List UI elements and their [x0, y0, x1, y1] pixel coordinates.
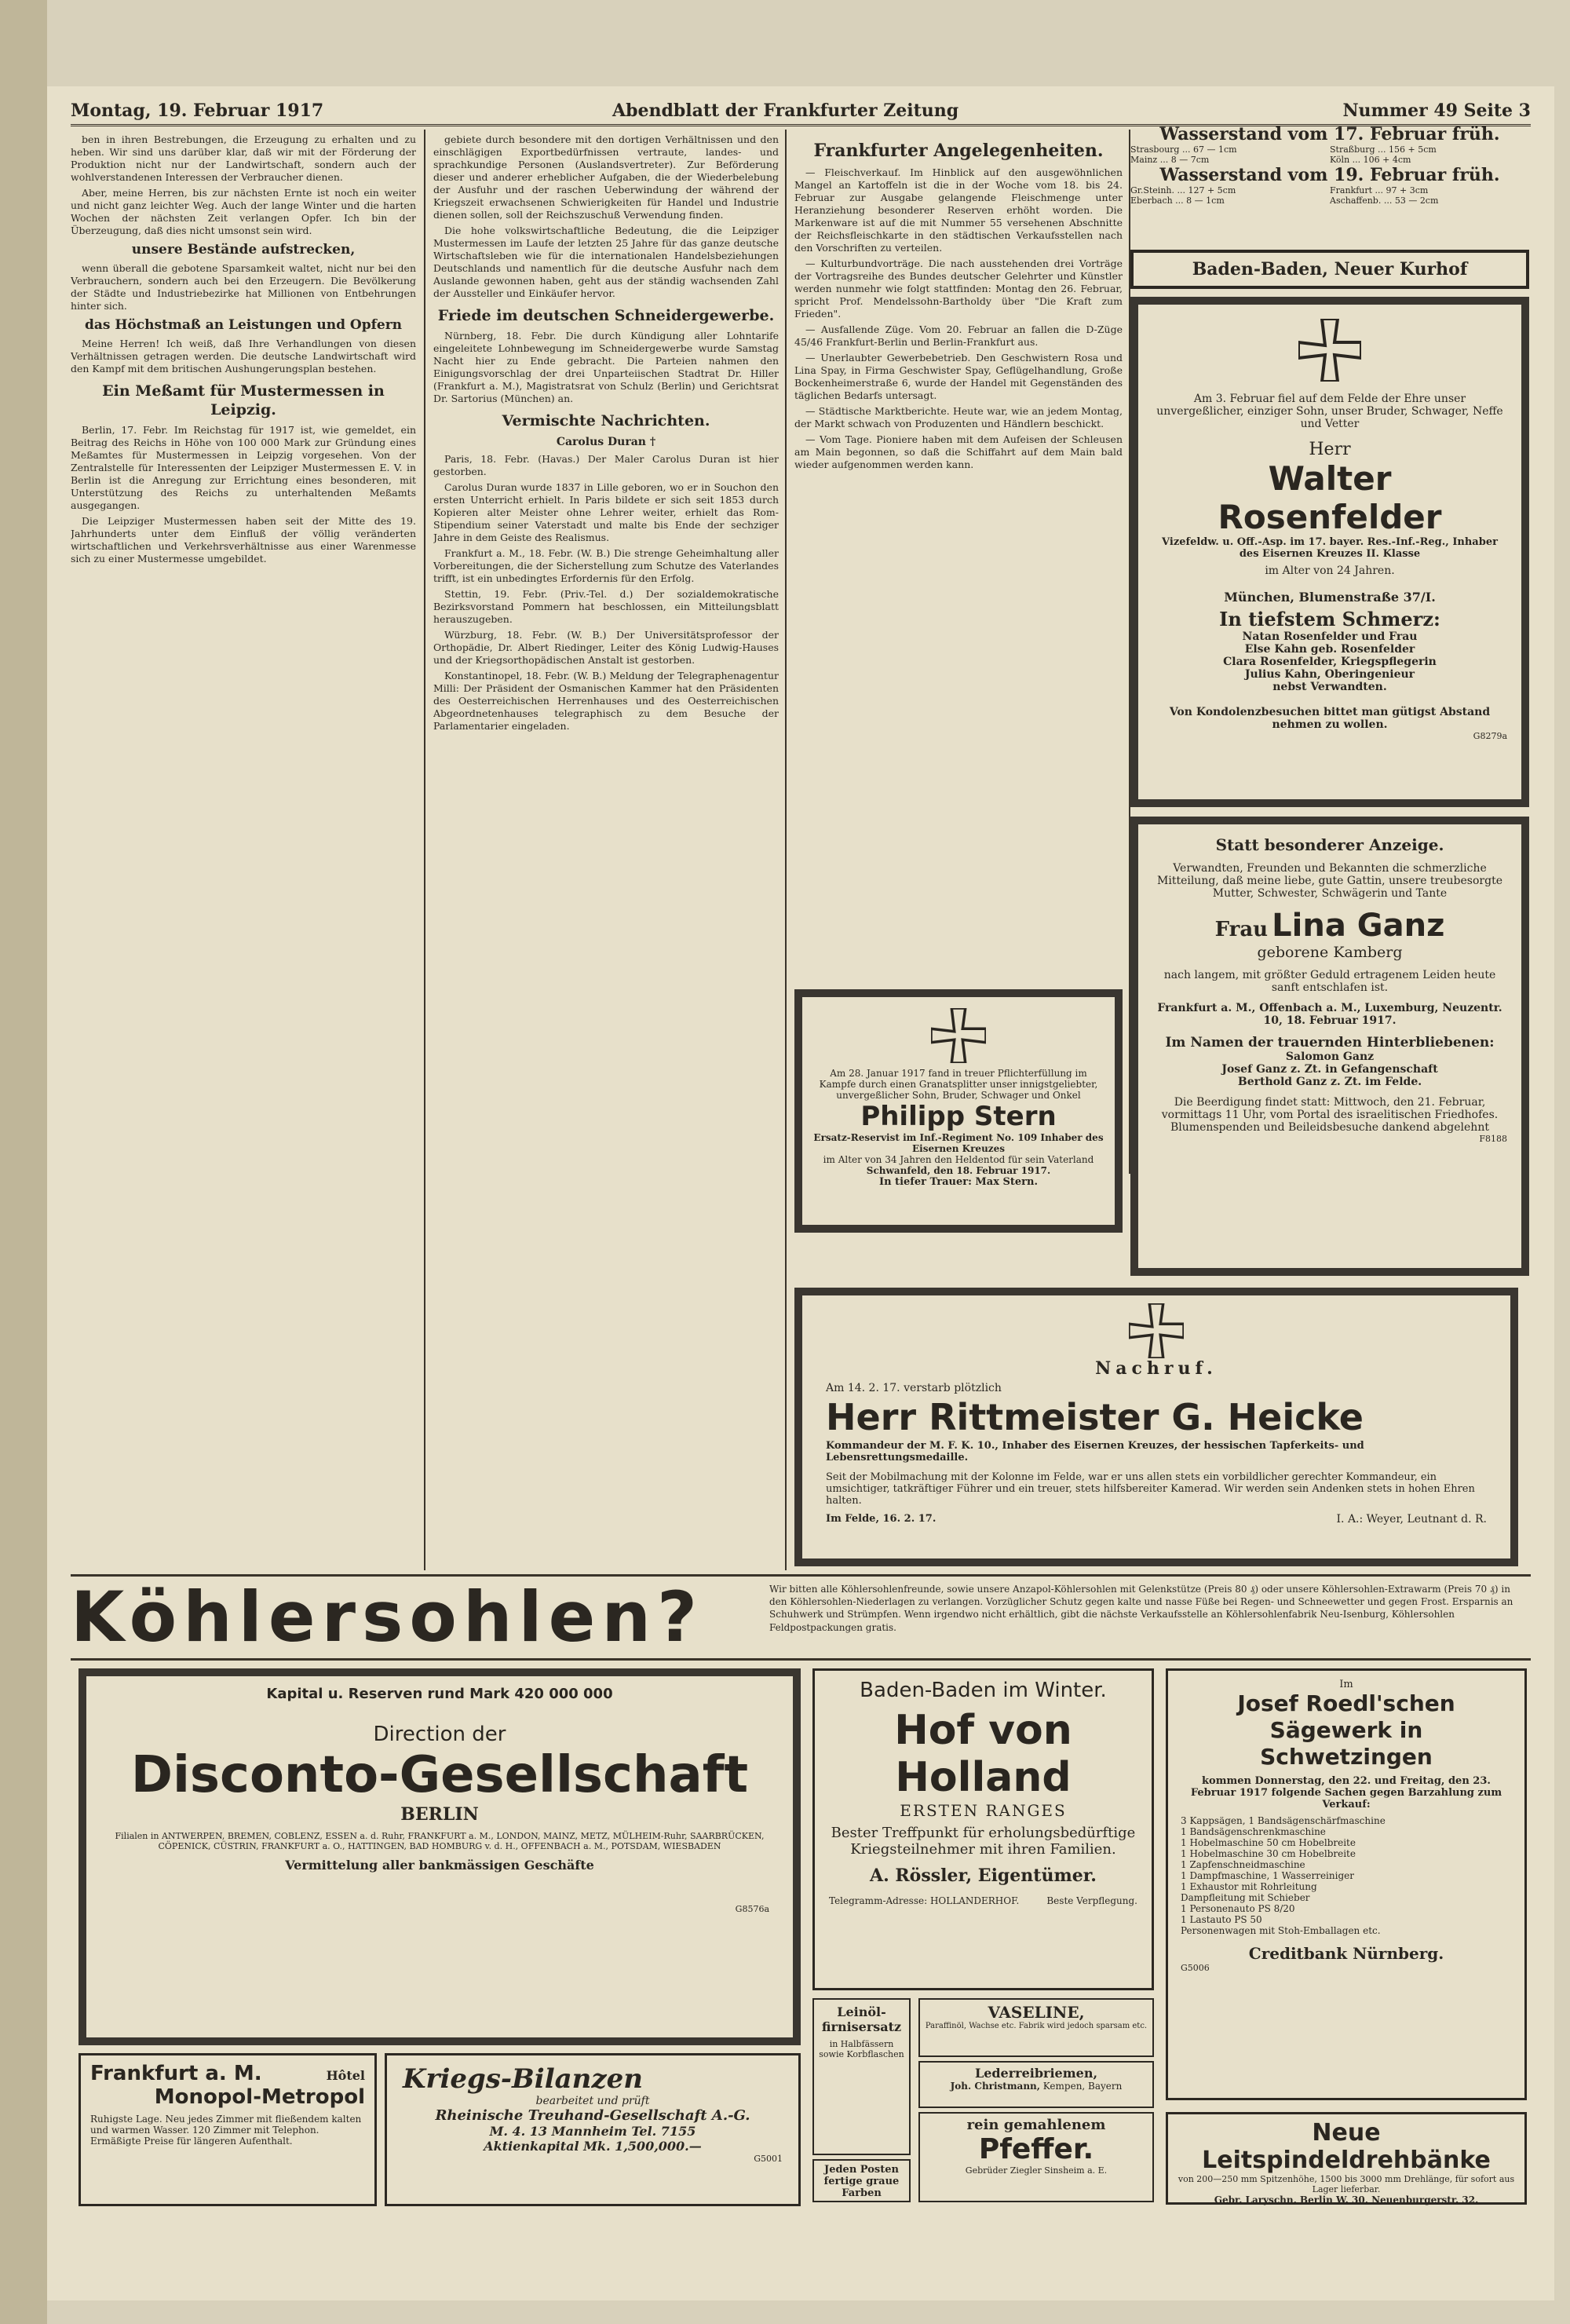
col3-para3: — Ausfallende Züge. Vom 20. Februar an fallen die D-Züge 45/46 Frankfurt-Berlin und Berlin-Frankfurt aus. [794, 323, 1123, 349]
water-rows-1 [1130, 144, 1529, 165]
graue-text: Jeden Posten fertige graue Farben [823, 2164, 900, 2199]
water-title-2: Wasserstand vom 19. Februar früh. [1159, 165, 1500, 185]
disconto-service: Vermittelung aller bankmässigen Geschäfte [285, 1858, 594, 1873]
leitspindel-ad [1166, 2112, 1527, 2205]
col3-section-title: Frankfurter Angelegenheiten. [813, 141, 1104, 161]
bilanzen-code: G5001 [754, 2154, 783, 2164]
rosenfelder-name: Walter Rosenfelder [1218, 459, 1442, 536]
col2-article-title: Friede im deutschen Schneidergewerbe. [437, 307, 775, 324]
lederriemen-title: Lederreibriemen, [974, 2066, 1098, 2081]
roedl-ad [1166, 1668, 1527, 2100]
vaseline-ad [918, 1998, 1154, 2057]
column-1 [71, 133, 416, 1570]
disconto-line1: Direction der [373, 1723, 506, 1746]
header-date: Montag, 19. Februar 1917 [71, 100, 324, 121]
kurhof-ad [1130, 250, 1529, 289]
roedl-code: G5006 [1181, 1963, 1210, 1973]
ganz-born: geborene Kamberg [1257, 944, 1403, 961]
ganz-family-3: Berthold Ganz z. Zt. im Felde. [1237, 1076, 1422, 1088]
bilanzen-capital: Aktienkapital Mk. 1,500,000.— [484, 2139, 702, 2154]
col2-para9: Konstantinopel, 18. Febr. (W. B.) Meldung der Telegraphenagentur Milli: Der Präsident der Osmanischen Kammer hat den Präsidenten des Oesterreichischen Herrenhauses und des Oesterreichischen Abgeordnetenhauses telegraphisch zu dem Besuche der Parlamentarier eingeladen. [433, 669, 779, 732]
metropol-hotel: Hôtel [326, 2068, 365, 2083]
col1-para4: Meine Herren! Ich weiß, daß Ihre Verhandlungen von diesen Verhältnissen getragen werden. Die deutsche Landwirtschaft wird den Kampf mit dem britischen Aushungerungsplan bestehen. [71, 337, 416, 375]
col1-article-para2: Die Leipziger Mustermessen haben seit der Mitte des 19. Jahrhunderts unter dem Einfluß der völlig veränderten wirtschaftlichen und Verkehrsverhältnisse aus einer Warenmesse sich zu einer Mustermesse umgebildet. [71, 515, 416, 565]
rosenfelder-family-4: Julius Kahn, Oberingenieur [1244, 668, 1415, 681]
column-3 [794, 133, 1123, 777]
water-row: Mainz ... 8 — 7cm [1130, 155, 1210, 165]
ganz-frau: Frau [1214, 918, 1269, 941]
holland-top: Baden-Baden im Winter. [860, 1679, 1107, 1702]
col1-article-para1: Berlin, 17. Febr. Im Reichstag für 1917 ist, wie gemeldet, ein Beitrag des Reichs in Höhe von 100 000 Mark zur Gründung eines Meßamtes für Mustermessen in Leipzig vorgesehen. Von der Zentralstelle für Interessenten der Leipziger Mustermessen E. V. in Berlin ist die Anregung zur Errichtung eines besonderen, mit Unterstützung des Reichs zu unterhaltenden Meßamts ausgegangen. [71, 424, 416, 512]
holland-owner: A. Rössler, Eigentümer. [870, 1865, 1097, 1886]
water-row: Frankfurt ... 97 + 3cm [1330, 185, 1429, 195]
bilanzen-ad [385, 2053, 801, 2206]
stern-obituary [794, 989, 1123, 1233]
roedl-bank: Creditbank Nürnberg. [1248, 1944, 1444, 1963]
col2-section-title: Vermischte Nachrichten. [502, 412, 710, 430]
stern-place: Schwanfeld, den 18. Februar 1917. [866, 1165, 1051, 1176]
water-levels [1130, 124, 1529, 242]
water-row: Köln ... 106 + 4cm [1330, 155, 1411, 165]
stern-grief: In tiefer Trauer: Max Stern. [879, 1176, 1038, 1188]
col2-para3: Nürnberg, 18. Febr. Die durch Kündigung aller Lohntarife eingeleitete Lohnbewegung im Schneidergewerbe wurde Samstag Nacht hier zu Ende gebracht. Die Parteien nahmen den Einigungsvorschlag der drei Unparteiischen Stadtrat Dr. Hiller (Frankfurt a. M.), Magistratsrat von Schulz (Berlin) und Gerichtsrat Dr. Sartorius (München) an. [433, 330, 779, 405]
col2-para6: Frankfurt a. M., 18. Febr. (W. B.) Die strenge Geheimhaltung aller Vorbereitungen, die der Sicherstellung zum Schutze des Vaterlandes trifft, ist ein unbedingtes Erfordernis für den Erfolg. [433, 546, 779, 584]
col3-para5: — Städtische Marktberichte. Heute war, wie an jedem Montag, der Markt schwach von Produzenten und Händlern beschickt. [794, 405, 1123, 430]
iron-cross-icon [1129, 1303, 1184, 1358]
leinoel-title: Leinöl-firnisersatz [821, 2004, 902, 2034]
rosenfelder-place: München, Blumenstraße 37/I. [1224, 590, 1436, 605]
rosenfelder-herr: Herr [1309, 440, 1351, 459]
roedl-item: 1 Hobelmaschine 50 cm Hobelbreite [1181, 1837, 1356, 1848]
heicke-name: Herr Rittmeister G. Heicke [826, 1396, 1364, 1438]
disconto-city: BERLIN [400, 1804, 479, 1825]
header-issue: Nummer 49 Seite 3 [1342, 100, 1531, 121]
col2-para2: Die hohe volkswirtschaftliche Bedeutung, die die Leipziger Mustermessen im Laufe der letzten 25 Jahre für das ganze deutsche Wirtschaftsleben wie für die internationalen Handelsbeziehungen Deutschlands und namentlich für die deutsche Ausfuhr nach dem Auslande gewonnen haben, geht aus der ständig wachsenden Zahl der Aussteller und Einkäufer hervor. [433, 225, 779, 299]
rosenfelder-note: Von Kondolenzbesuchen bittet man gütigst Abstand nehmen zu wollen. [1169, 706, 1491, 731]
roedl-item: Personenwagen mit Stoh-Emballagen etc. [1181, 1925, 1381, 1936]
ganz-funeral: Die Beerdigung findet statt: Mittwoch, den 21. Februar, vormittags 11 Uhr, vom Portal des israelitischen Friedhofes. Blumenspenden und Beileidsbesuche dankend abgelehnt [1161, 1096, 1499, 1134]
column-rule [424, 130, 425, 1570]
rosenfelder-code: G8279a [1473, 731, 1507, 741]
ganz-head: Statt besonderer Anzeige. [1215, 835, 1444, 854]
rosenfelder-family-3: Clara Rosenfelder, Kriegspflegerin [1223, 656, 1437, 668]
roedl-item: 1 Bandsägenschrenkmaschine [1181, 1826, 1326, 1837]
col3-para4: — Unerlaubter Gewerbebetrieb. Den Geschwistern Rosa und Lina Spay, in Firma Geschwister Spay, Geflügelhandlung, Große Bockenheimerstraße 6, wurde der Handel mit Gegenständen des täglichen Bedarfs untersagt. [794, 352, 1123, 402]
pfeffer-title: Pfeffer. [978, 2133, 1094, 2165]
column-rule [785, 130, 787, 1570]
ganz-obituary [1130, 817, 1529, 1276]
holland-ad [812, 1668, 1154, 1990]
ganz-place: Frankfurt a. M., Offenbach a. M., Luxemburg, Neuzentr. 10, 18. Februar 1917. [1157, 1002, 1502, 1027]
water-row: Eberbach ... 8 — 1cm [1130, 195, 1225, 206]
heicke-rank: Kommandeur der M. F. K. 10., Inhaber des Eisernen Kreuzes, der hessischen Tapferkeits- und Lebensrettungsmedaille. [826, 1440, 1364, 1463]
lederriemen-place: Kempen, Bayern [1042, 2081, 1123, 2092]
bilanzen-city: M. 4. 13 Mannheim Tel. 7155 [489, 2124, 696, 2139]
holland-desc: Bester Treffpunkt für erholungsbedürftige Kriegsteilnehmer mit ihren Familien. [831, 1825, 1136, 1858]
heicke-sign: I. A.: Weyer, Leutnant d. R. [1336, 1513, 1487, 1526]
stern-name: Philipp Stern [860, 1101, 1057, 1132]
ganz-line1: Verwandten, Freunden und Bekannten die schmerzliche Mitteilung, daß meine liebe, gute Gattin, unsere treubesorgte Mutter, Schwester, Schwägerin und Tante [1157, 862, 1502, 900]
disconto-capital: Kapital u. Reserven rund Mark 420 000 000 [266, 1686, 613, 1702]
section-rule [71, 1658, 1531, 1661]
ganz-grief: Im Namen der trauernden Hinterbliebenen: [1165, 1035, 1495, 1051]
heicke-head: Nachruf. [1095, 1358, 1218, 1379]
col1-article-title: Ein Meßamt für Mustermessen in Leipzig. [102, 382, 385, 418]
column-2 [433, 133, 779, 1570]
roedl-text: kommen Donnerstag, den 22. und Freitag, den 23. Februar 1917 folgende Sachen gegen Barzahlung zum Verkauf: [1190, 1775, 1502, 1811]
holland-tel: Telegramm-Adresse: HOLLANDERHOF. [829, 1895, 1020, 1906]
col2-para7: Stettin, 19. Febr. (Priv.-Tel. d.) Der sozialdemokratische Bezirksvorstand Pommern hat beschlossen, ein Mitteilungsblatt herauszugeben. [433, 587, 779, 625]
disconto-name: Disconto-Gesellschaft [130, 1746, 749, 1804]
col1-para3: wenn überall die gebotene Sparsamkeit waltet, nicht nur bei den Verbrauchern, sondern auch bei den Erzeugern. Die Bevölkerung der Städte und Industriebezirke hat Millionen von Entbehrungen hinter sich. [71, 261, 416, 312]
stern-rank: Ersatz-Reservist im Inf.-Regiment No. 109 Inhaber des Eisernen Kreuzes [813, 1132, 1104, 1154]
binding-edge [0, 0, 47, 2324]
page-header [71, 100, 1531, 126]
pfeffer-text: rein gemahlenem [966, 2117, 1106, 2133]
holland-pension: Beste Verpflegung. [1046, 1895, 1137, 1906]
col2-para8: Würzburg, 18. Febr. (W. B.) Der Universitätsprofessor der Orthopädie, Dr. Albert Riedinger, Leiter des König Ludwig-Hauses und der Kriegsorthopädischen Anstalt ist gestorben. [433, 628, 779, 666]
disconto-branches: Filialen in ANTWERPEN, BREMEN, COBLENZ, ESSEN a. d. Ruhr, FRANKFURT a. M., LONDON, MAINZ, METZ, MÜLHEIM-Ruhr, SAARBRÜCKEN, CÖPENICK, CÜSTRIN, FRANKFURT a. O., HATTINGEN, BAD HOMBURG v. d. H., OFFENBACH a. M., POTSDAM, WIESBADEN [115, 1831, 765, 1851]
holland-rank: ERSTEN RANGES [900, 1801, 1067, 1820]
vaseline-text: Paraffinöl, Wachse etc. Fabrik wird jedoch sparsam etc. [925, 2022, 1148, 2030]
rosenfelder-family-5: nebst Verwandten. [1272, 681, 1387, 693]
water-row: Gr.Steinh. ... 127 + 5cm [1130, 185, 1236, 195]
leitspindel-title: Neue Leitspindeldrehbänke [1202, 2119, 1491, 2174]
water-rows-2 [1130, 185, 1529, 206]
water-row: Straßburg ... 156 + 5cm [1330, 144, 1437, 155]
vaseline-title: VASELINE, [988, 2003, 1085, 2022]
bilanzen-line1: bearbeitet und prüft [535, 2095, 650, 2107]
ganz-family-1: Salomon Ganz [1285, 1051, 1375, 1063]
stern-age: im Alter von 34 Jahren den Heldentod für sein Vaterland [823, 1154, 1094, 1165]
pfeffer-ad [918, 2112, 1154, 2202]
col3-para2: — Kulturbundvorträge. Die nach ausstehenden drei Vorträge der Vortragsreihe des Bundes deutscher Gelehrter und Künstler werden nunmehr wie folgt stattfinden: Montag den 26. Februar, spricht Prof. Mendelssohn-Bartholdy über "Die Kraft zum Frieden". [794, 258, 1123, 320]
stern-line1: Am 28. Januar 1917 fand in treuer Pflichterfüllung im Kampfe durch einen Granatsplitter unser innigstgeliebter, unvergeßlicher Sohn, Bruder, Schwager und Onkel [819, 1068, 1098, 1101]
bilanzen-name: Rheinische Treuhand-Gesellschaft A.-G. [435, 2107, 750, 2124]
roedl-item: 1 Exhaustor mit Rohrleitung [1181, 1881, 1317, 1892]
disconto-code: G8576a [735, 1904, 769, 1914]
metropol-city: Frankfurt a. M. [90, 2062, 262, 2085]
koehler-title: Köhlersohlen? [71, 1577, 704, 1657]
ganz-line2: nach langem, mit größter Geduld ertragenem Leiden heute sanft entschlafen ist. [1163, 969, 1496, 994]
leinoel-ad [812, 1998, 911, 2155]
water-title-1: Wasserstand vom 17. Februar früh. [1159, 124, 1500, 144]
col3-para6: — Vom Tage. Pioniere haben mit dem Aufeisen der Schleusen am Main begonnen, so daß die Schiffahrt auf dem Main bald wieder aufgenommen werden kann. [794, 433, 1123, 471]
heicke-place: Im Felde, 16. 2. 17. [826, 1513, 937, 1525]
holland-name: Hof von Holland [894, 1707, 1072, 1801]
roedl-item: 1 Hobelmaschine 30 cm Hobelbreite [1181, 1848, 1356, 1859]
ganz-code: F8188 [1479, 1134, 1507, 1144]
roedl-item: 1 Dampfmaschine, 1 Wasserreiniger [1181, 1870, 1354, 1881]
heicke-nachruf [794, 1288, 1518, 1566]
roedl-items [1181, 1815, 1512, 1936]
col2-para5: Carolus Duran wurde 1837 in Lille geboren, wo er in Souchon den ersten Unterricht erhielt. In Paris bildete er sich seit 1853 durch Kopieren alter Meister ohne Lehrer weiter, erhielt das Rom-Stipendium seiner Vaterstadt und malte bis Ende der sechziger Jahre in dem Geiste des Realismus. [433, 481, 779, 543]
col3-para1: — Fleischverkauf. Im Hinblick auf den ausgewöhnlichen Mangel an Kartoffeln ist die in der Woche vom 18. bis 24. Februar zur Ausgabe gelangende Fleischmenge unter Heranziehung besonderer Reserven erhöht worden. Die Markenware ist auf die mit Nummer 55 versehenen Abschnitte der Reichsfleischkarte in den städtischen Verkaufsstellen nach den Vorschriften zu verteilen. [794, 166, 1123, 254]
roedl-item: 1 Personenauto PS 8/20 [1181, 1903, 1295, 1914]
leinoel-text: in Halbfässern sowie Korbflaschen [819, 2039, 904, 2059]
roedl-name: Josef Roedl'schen Sägewerk in Schwetzingen [1237, 1690, 1455, 1770]
disconto-ad [78, 1668, 801, 2045]
rosenfelder-obituary [1130, 297, 1529, 807]
ganz-name: Lina Ganz [1272, 908, 1445, 944]
col2-obituary-head: Carolus Duran † [556, 435, 656, 448]
col2-para4: Paris, 18. Febr. (Havas.) Der Maler Carolus Duran ist hier gestorben. [433, 452, 779, 477]
kurhof-title: Baden-Baden, Neuer Kurhof [1192, 259, 1468, 280]
leitspindel-maker: Gebr. Laryschn, Berlin W. 30, Neuenburgerstr. 32. [1214, 2194, 1479, 2205]
roedl-item: 3 Kappsägen, 1 Bandsägenschärfmaschine [1181, 1815, 1386, 1826]
leitspindel-text: von 200—250 mm Spitzenhöhe, 1500 bis 3000 mm Drehlänge, für sofort aus Lager lieferbar. [1178, 2174, 1515, 2194]
rosenfelder-grief: In tiefstem Schmerz: [1219, 608, 1440, 630]
roedl-item: 1 Zapfenschneidmaschine [1181, 1859, 1305, 1870]
rosenfelder-family-2: Else Kahn geb. Rosenfelder [1244, 643, 1415, 656]
col1-para1: ben in ihren Bestrebungen, die Erzeugung zu erhalten und zu heben. Wir sind uns darüber klar, daß wir mit der Förderung der Produktion nicht nur der Landwirtschaft, sondern auch der wohlverstandenen Interessen der Verbraucher dienen. [71, 133, 416, 183]
water-row: Strasbourg ... 67 — 1cm [1130, 144, 1237, 155]
col1-subhead1: unsere Bestände aufstrecken, [131, 242, 356, 258]
metropol-ad [78, 2053, 377, 2206]
ganz-family-2: Josef Ganz z. Zt. in Gefangenschaft [1221, 1063, 1438, 1076]
heicke-text: Seit der Mobilmachung mit der Kolonne im Felde, war er uns allen stets ein vorbildlicher gerechter Kommandeur, ein umsichtiger, tatkräftiger Führer und ein treuer, stets hilfsbereiter Kamerad. Wir werden sein Andenken stets in hohen Ehren halten. [826, 1471, 1475, 1507]
col1-subhead2: das Höchstmaß an Leistungen und Opfern [84, 316, 403, 333]
rosenfelder-family-1: Natan Rosenfelder und Frau [1242, 630, 1418, 643]
rosenfelder-line1: Am 3. Februar fiel auf dem Felde der Ehre unser unvergeßlicher, einziger Sohn, unser Bruder, Schwager, Neffe und Vetter [1156, 393, 1503, 430]
roedl-head: Im [1339, 1679, 1353, 1690]
koehler-text: Wir bitten alle Köhlersohlenfreunde, sowie unsere Anzapol-Köhlersohlen mit Gelenkstütze (Preis 80 ₰) oder unsere Köhlersohlen-Extrawarm (Preis 70 ₰) in den Köhlersohlen-Niederlagen zu verlangen. Vorzüglicher Schutz gegen kalte und nasse Füße bei Regen- und Schneewetter und gegen Frost. Ersparnis an Schuhwerk und Strümpfen. Wenn irgendwo nicht erhältlich, gibt die nächste Verkaufsstelle an Köhlersohlenfabrik Neu-Isenburg, Köhlersohlen Feldpostpackungen gratis. [769, 1584, 1513, 1633]
metropol-text: Ruhigste Lage. Neu jedes Zimmer mit fließendem kalten und warmen Wasser. 120 Zimmer mit Telephon. Ermäßigte Preise für längeren Aufenthalt. [90, 2114, 362, 2147]
water-row: Aschaffenb. ... 53 — 2cm [1330, 195, 1439, 206]
heicke-line1: Am 14. 2. 17. verstarb plötzlich [826, 1382, 1002, 1394]
col2-para1: gebiete durch besondere mit den dortigen Verhältnissen und den einschlägigen Exportbedürfnissen vertraute, landes- und sprachkundige Personen (Auslandsvertreter). Zur Beförderung dieser und anderer erheblicher Aufgaben, die der Wiederbelebung der Ausfuhr und der raschen Ueberwindung der während der Kriegszeit erwachsenen Schwierigkeiten für Handel und Industrie dienen sollen, soll der Reichszuschuß Verwendung finden. [433, 133, 779, 221]
graue-farben-ad [812, 2159, 911, 2202]
rosenfelder-rank: Vizefeldw. u. Off.-Asp. im 17. bayer. Res.-Inf.-Reg., Inhaber des Eisernen Kreuzes II. Klasse [1162, 536, 1498, 560]
metropol-name: Monopol-Metropol [154, 2085, 365, 2109]
header-paper: Abendblatt der Frankfurter Zeitung [612, 100, 959, 121]
bilanzen-title: Kriegs-Bilanzen [403, 2063, 644, 2095]
lederriemen-ad [918, 2061, 1154, 2108]
roedl-item: 1 Lastauto PS 50 [1181, 1914, 1262, 1925]
roedl-item: Dampfleitung mit Schieber [1181, 1892, 1310, 1903]
lederriemen-name: Joh. Christmann, [950, 2081, 1040, 2092]
iron-cross-icon [1298, 319, 1361, 382]
pfeffer-maker: Gebrüder Ziegler Sinsheim a. E. [965, 2165, 1108, 2176]
rosenfelder-age: im Alter von 24 Jahren. [1265, 565, 1395, 577]
iron-cross-icon [931, 1008, 986, 1063]
col1-para2: Aber, meine Herren, bis zur nächsten Ernte ist noch ein weiter und nicht ganz leichter Weg. Auch der lange Winter und die harten Wochen der nächsten Zeit verlangen Opfer. Ich bin der Überzeugung, daß dies nicht umsonst sein wird. [71, 187, 416, 236]
